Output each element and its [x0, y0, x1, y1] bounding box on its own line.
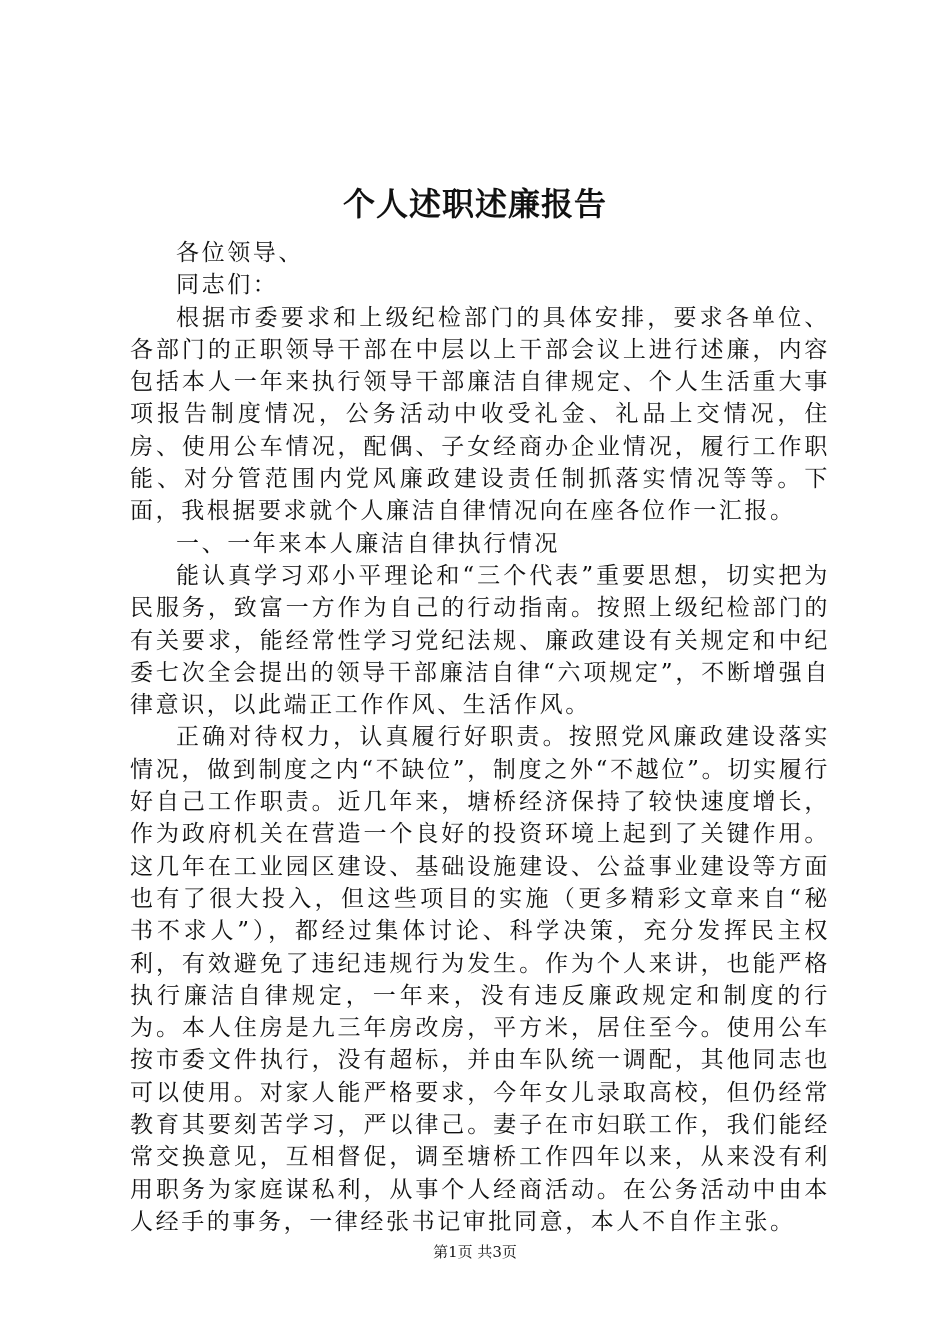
salutation-line-1: 各位领导、: [176, 240, 304, 266]
body-paragraph-duty: 正确对待权力，认真履行好职责。按照党风廉政建设落实情况，做到制度之内“不缺位”，制度之外“不越位”。切实履行好自己工作职责。近几年来，塘桥经济保持了较快速度增长，作为政府机关在营造一个良好的投资环境上起到了关键作用。这几年在工业园区建设、基础设施建设、公益事业建设等方面也有了很大投入，但这些项目的实施（更多精彩文章来自“秘书不求人”），都经过集体讨论、科学决策，充分发挥民主权利，有效避免了违纪违规行为发生。作为个人来讲，也能严格执行廉洁自律规定，一年来，没有违反廉政规定和制度的行为。本人住房是九三年房改房，平方米，居住至今。使用公车按市委文件执行，没有超标，并由车队统一调配，其他同志也可以使用。对家人能严格要求，今年女儿录取高校，但仍经常教育其要刻苦学习，严以律己。妻子在市妇联工作，我们能经常交换意见，互相督促，调至塘桥工作四年以来，从来没有利用职务为家庭谋私利，从事个人经商活动。在公务活动中由本人经手的事务，一律经张书记审批同意，本人不自作主张。: [130, 724, 830, 1235]
page-footer: 第1页 共3页: [433, 1243, 517, 1261]
body-paragraph-study: 能认真学习邓小平理论和“三个代表”重要思想，切实把为民服务，致富一方作为自己的行动指南。按照上级纪检部门的有关要求，能经常性学习党纪法规、廉政建设有关规定和中纪委七次全会提出的领导干部廉洁自律“六项规定”，不断增强自律意识，以此端正工作作风、生活作风。: [130, 562, 830, 719]
section-heading: 一、一年来本人廉洁自律执行情况: [176, 530, 560, 557]
document-body: [130, 237, 830, 1238]
salutation-line-2: 同志们：: [176, 272, 279, 299]
document-title: 个人述职述廉报告: [342, 185, 607, 223]
intro-paragraph: 根据市委要求和上级纪检部门的具体安排，要求各单位、各部门的正职领导干部在中层以上干部会议上进行述廉，内容包括本人一年来执行领导干部廉洁自律规定、个人生活重大事项报告制度情况，公务活动中收受礼金、礼品上交情况，住房、使用公车情况，配偶、子女经商办企业情况，履行工作职能、对分管范围内党风廉政建设责任制抓落实情况等等。下面，我根据要求就个人廉洁自律情况向在座各位作一汇报。: [130, 304, 830, 525]
